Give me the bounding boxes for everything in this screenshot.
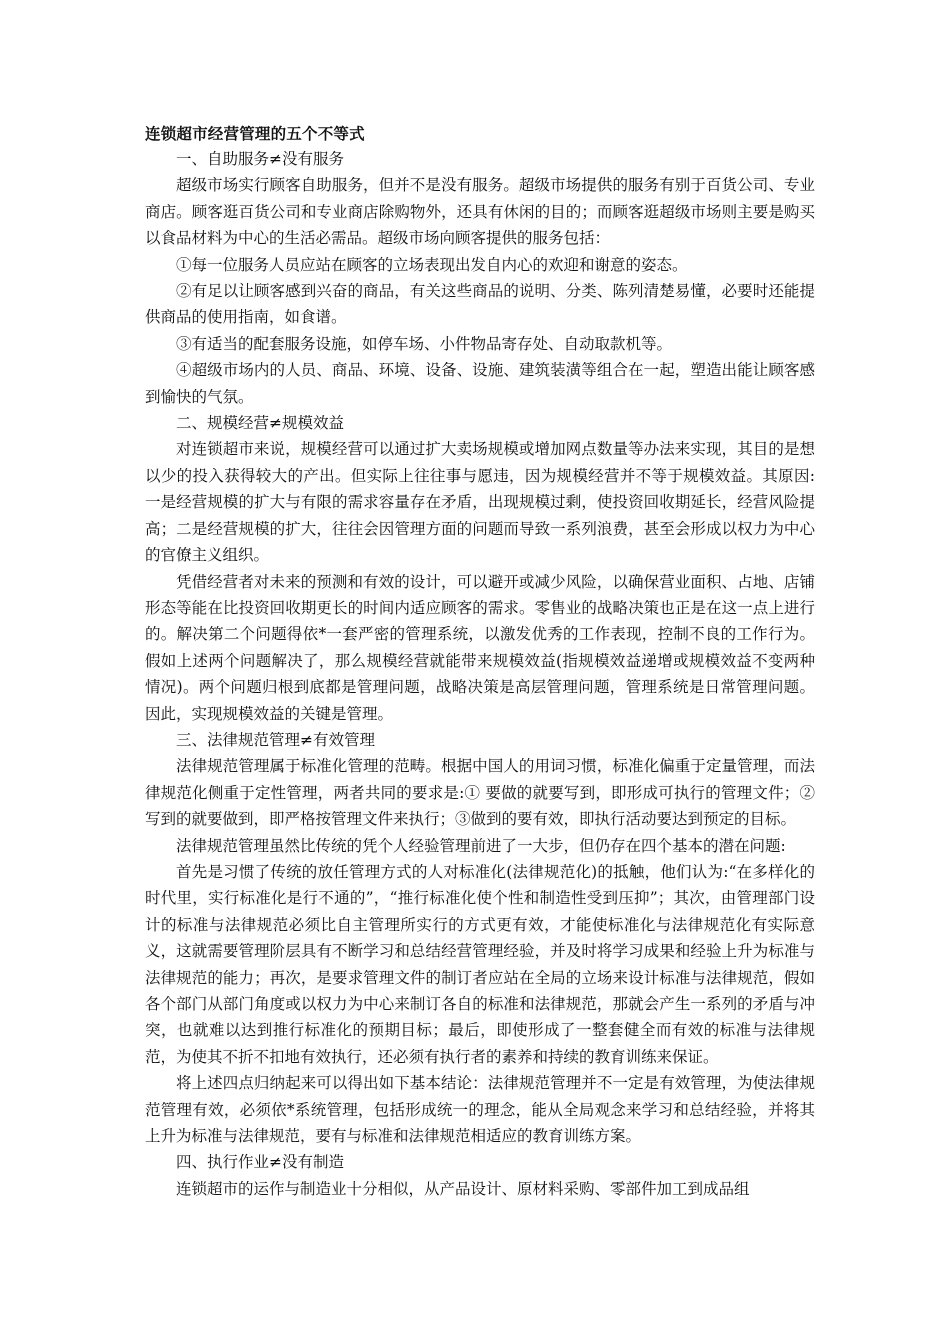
document-body <box>145 146 815 1202</box>
paragraph: 法律规范管理虽然比传统的凭个人经验管理前进了一大步，但仍存在四个基本的潜在问题: <box>176 836 786 855</box>
section-heading: 三、法律规范管理≠有效管理 <box>176 730 375 749</box>
paragraph: 连锁超市的运作与制造业十分相似，从产品设计、原材料采购、零部件加工到成品组 <box>176 1179 750 1198</box>
paragraph: ②有足以让顾客感到兴奋的商品，有关这些商品的说明、分类、陈列清楚易懂，必要时还能提供商品的使用指南，如食谱。 <box>145 282 815 327</box>
paragraph: 凭借经营者对未来的预测和有效的设计，可以避开或减少风险，以确保营业面积、占地、店铺形态等能在比投资回收期更长的时间内适应顾客的需求。零售业的战略决策也正是在这一点上进行的。解决第二个问题得依*一套严密的管理系统，以激发优秀的工作表现，控制不良的工作行为。假如上述两个问题解决了，那么规模经营就能带来规模效益(指规模效益递增或规模效益不变两种情况)。两个问题归根到底都是管理问题，战略决策是高层管理问题，管理系统是日常管理问题。因此，实现规模效益的关键是管理。 <box>145 572 815 723</box>
paragraph: ③有适当的配套服务设施，如停车场、小件物品寄存处、自动取款机等。 <box>176 334 673 353</box>
paragraph: 将上述四点归纳起来可以得出如下基本结论：法律规范管理并不一定是有效管理，为使法律规范管理有效，必须依*系统管理，包括形成统一的理念，能从全局观念来学习和总结经验，并将其上升为标准与法律规范，要有与标准和法律规范相适应的教育训练方案。 <box>145 1074 815 1146</box>
paragraph: ①每一位服务人员应站在顾客的立场表现出发自内心的欢迎和谢意的姿态。 <box>176 255 688 274</box>
paragraph: 法律规范管理属于标准化管理的范畴。根据中国人的用词习惯，标准化偏重于定量管理，而法律规范化侧重于定性管理，两者共同的要求是:① 要做的就要写到，即形成可执行的管理文件；②写到的就要做到，即严格按管理文件来执行；③做到的要有效，即执行活动要达到预定的目标。 <box>145 757 815 829</box>
paragraph: 超级市场实行顾客自助服务，但并不是没有服务。超级市场提供的服务有别于百货公司、专业商店。顾客逛百货公司和专业商店除购物外，还具有休闲的目的；而顾客逛超级市场则主要是购买以食品材料为中心的生活必需品。超级市场向顾客提供的服务包括： <box>145 176 815 248</box>
section-heading: 四、执行作业≠没有制造 <box>176 1153 344 1172</box>
document-page <box>145 123 815 1202</box>
paragraph: 首先是习惯了传统的放任管理方式的人对标准化(法律规范化)的抵触，他们认为:“在多样化的时代里，实行标准化是行不通的”，“推行标准化使个性和制造性受到压抑”；其次，由管理部门设计的标准与法律规范必须比自主管理所实行的方式更有效，才能使标准化与法律规范化有实际意义，这就需要管理阶层具有不断学习和总结经营管理经验，并及时将学习成果和经验上升为标准与法律规范的能力；再次，是要求管理文件的制订者应站在全局的立场来设计标准与法律规范，假如各个部门从部门角度或以权力为中心来制订各自的标准和法律规范，那就会产生一系列的矛盾与冲突，也就难以达到推行标准化的预期目标；最后，即使形成了一整套健全而有效的标准与法律规范，为使其不折不扣地有效执行，还必须有执行者的素养和持续的教育训练来保证。 <box>145 862 815 1066</box>
paragraph: ④超级市场内的人员、商品、环境、设备、设施、建筑装潢等组合在一起，塑造出能让顾客感到愉快的气氛。 <box>145 361 815 406</box>
section-heading: 二、规模经营≠规模效益 <box>176 414 344 433</box>
document-title: 连锁超市经营管理的五个不等式 <box>145 125 365 143</box>
section-heading: 一、自助服务≠没有服务 <box>176 150 344 168</box>
paragraph: 对连锁超市来说，规模经营可以通过扩大卖场规模或增加网点数量等办法来实现，其目的是想以少的投入获得较大的产出。但实际上往往事与愿违，因为规模经营并不等于规模效益。其原因:一是经营规模的扩大与有限的需求容量存在矛盾，出现规模过剩，使投资回收期延长，经营风险提高；二是经营规模的扩大，往往会因管理方面的问题而导致一系列浪费，甚至会形成以权力为中心的官僚主义组织。 <box>145 440 815 565</box>
